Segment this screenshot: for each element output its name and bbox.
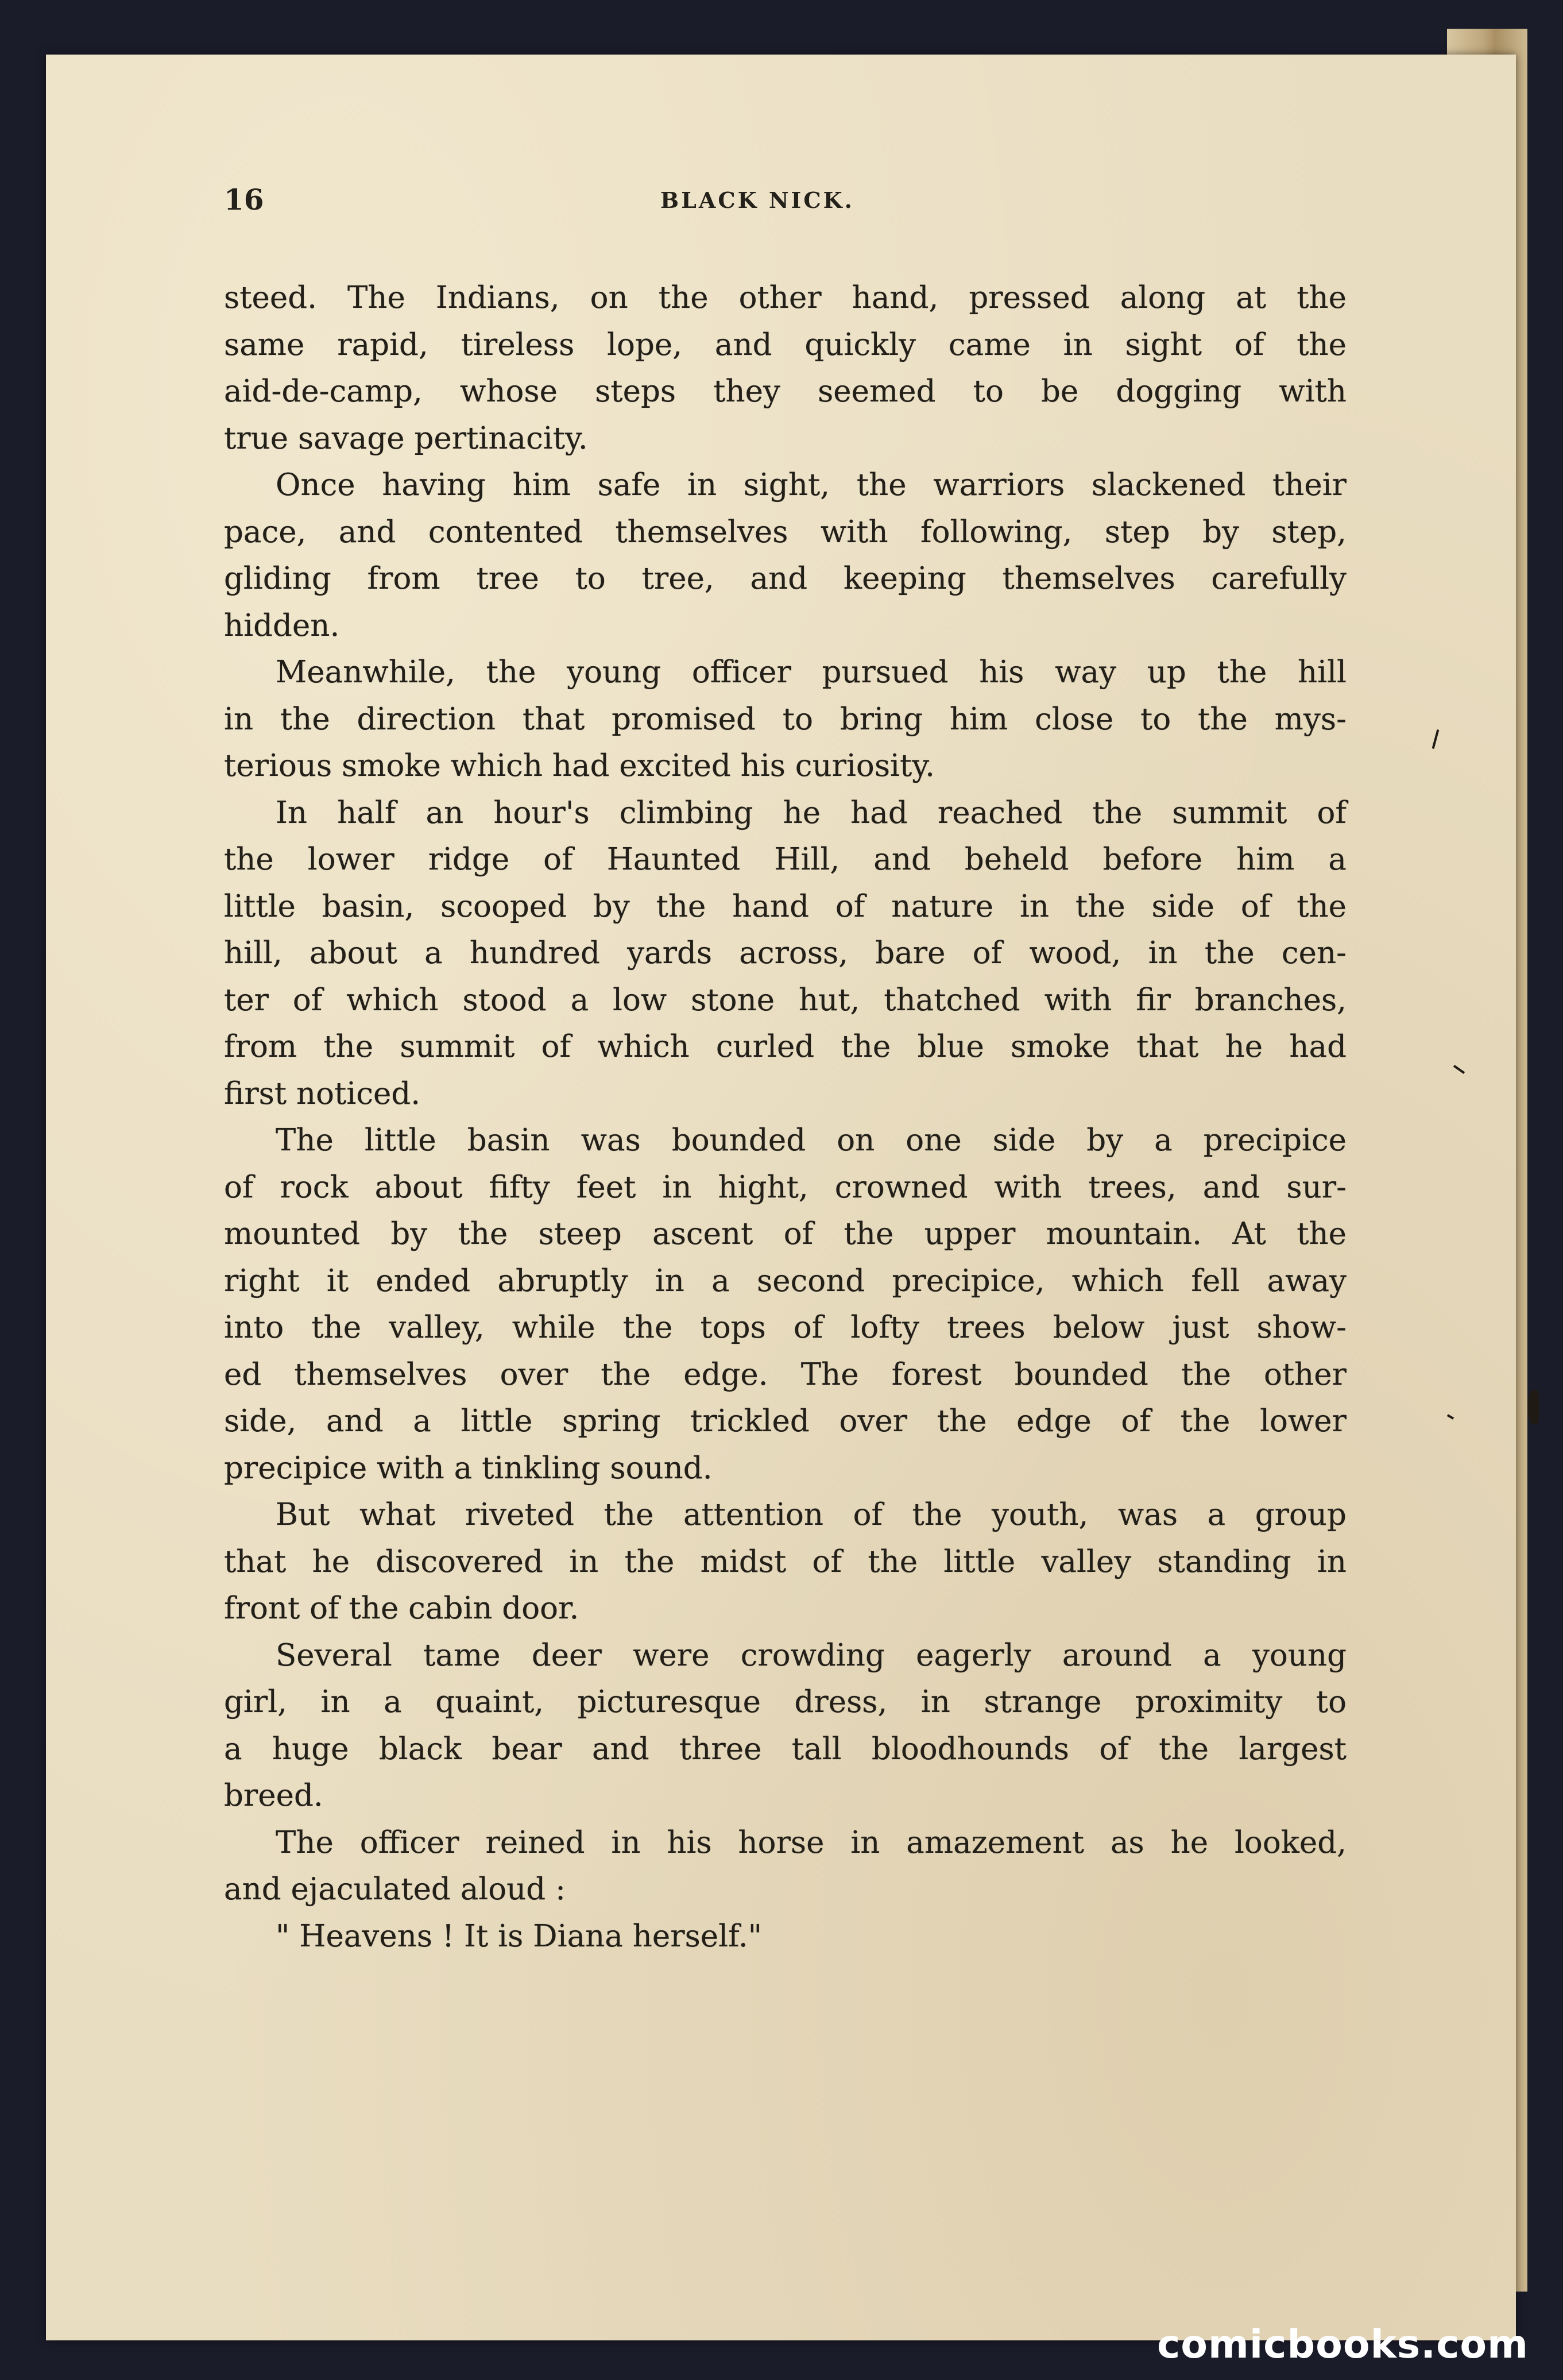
text-line: steed. The Indians, on the other hand, pressed along at the [224,280,1347,315]
text-line: true savage pertinacity. [224,420,588,456]
text-line: gliding from tree to tree, and keeping themselves carefully [224,561,1347,596]
text-line: But what riveted the attention of the youth, was a group [276,1497,1347,1532]
text-line: the lower ridge of Haunted Hill, and beheld before him a [224,842,1347,877]
running-title: BLACK NICK. [660,187,854,213]
body-text [224,275,1347,1960]
text-line: " Heavens ! It is Diana herself." [276,1918,763,1954]
watermark-logo: comicbooks.com [1156,2322,1529,2367]
text-line: The officer reined in his horse in amazement as he looked, [276,1825,1347,1860]
text-line: ter of which stood a low stone hut, thatched with fir branches, [224,982,1347,1018]
text-line: first noticed. [224,1076,421,1111]
text-line: a huge black bear and three tall bloodhounds of the largest [224,1731,1347,1767]
text-line: front of the cabin door. [224,1591,579,1626]
text-line: and ejaculated aloud : [224,1872,566,1907]
text-line: The little basin was bounded on one side by a precipice [276,1123,1347,1158]
text-line: that he discovered in the midst of the little valley standing in [224,1544,1347,1579]
text-line: Once having him safe in sight, the warriors slackened their [276,468,1347,503]
text-line: precipice with a tinkling sound. [224,1450,713,1486]
page-number: 16 [224,183,264,217]
text-line: same rapid, tireless lope, and quickly came in sight of the [224,327,1347,362]
text-line: aid-de-camp, whose steps they seemed to be dogging with [224,374,1347,409]
text-line: little basin, scooped by the hand of nature in the side of the [224,888,1347,924]
text-line: ed themselves over the edge. The forest bounded the other [224,1357,1347,1392]
text-line: hill, about a hundred yards across, bare of wood, in the cen- [224,936,1347,971]
page-header [224,183,1349,217]
margin-mark [1527,1390,1539,1424]
text-line: In half an hour's climbing he had reached the summit of [276,795,1347,830]
text-line: mounted by the steep ascent of the upper mountain. At the [224,1216,1347,1251]
text-line: side, and a little spring trickled over the edge of the lower [224,1404,1347,1439]
text-line: of rock about fifty feet in hight, crowned with trees, and sur- [224,1169,1347,1205]
text-line: into the valley, while the tops of lofty trees below just show- [224,1310,1347,1345]
text-line: girl, in a quaint, picturesque dress, in strange proximity to [224,1684,1347,1720]
text-line: pace, and contented themselves with following, step by step, [224,514,1347,550]
text-line: breed. [224,1778,323,1813]
text-line: hidden. [224,608,340,643]
text-line: right it ended abruptly in a second precipice, which fell away [224,1263,1347,1299]
text-line: terious smoke which had excited his curiosity. [224,748,935,783]
text-line: Several tame deer were crowding eagerly around a young [276,1637,1347,1673]
text-line: Meanwhile, the young officer pursued his way up the hill [276,655,1347,690]
text-line: in the direction that promised to bring him close to the mys- [224,701,1347,737]
text-line: from the summit of which curled the blue smoke that he had [224,1029,1347,1064]
